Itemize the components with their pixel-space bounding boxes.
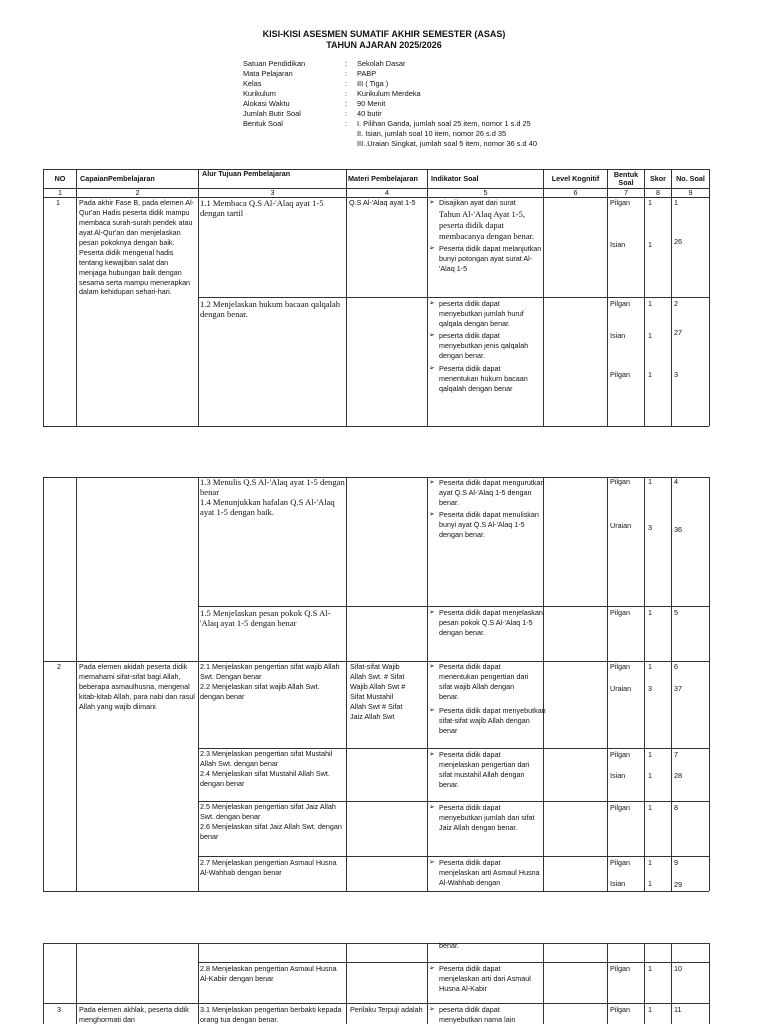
bentuk-soal: Pilgan bbox=[610, 608, 630, 617]
col-number: 1 bbox=[58, 188, 62, 197]
header-level: Level Kognitif bbox=[551, 174, 600, 184]
skor: 1 bbox=[648, 331, 652, 340]
atp-text: 2.3 Menjelaskan pengertian sifat Mustahil Allah Swt. dengan benar bbox=[200, 749, 333, 768]
nomor-soal: 9 bbox=[674, 858, 678, 867]
skor: 1 bbox=[648, 1005, 652, 1014]
nomor-soal: 11 bbox=[674, 1005, 682, 1014]
atp-text: 1.2 Menjelaskan hukum bacaan qalqalah dengan benar. bbox=[200, 299, 341, 320]
header-capaian: CapaianPembelajaran bbox=[80, 174, 155, 184]
bentuk-soal: Isian bbox=[610, 879, 626, 888]
skor: 1 bbox=[648, 299, 652, 308]
indikator-item bbox=[429, 364, 542, 394]
info-value-extra: III..Uraian Singkat, jumlah soal 5 item, nomor 36 s.d 40 bbox=[357, 139, 537, 148]
bentuk-soal: Pilgan bbox=[610, 750, 630, 759]
nomor-soal: 37 bbox=[674, 684, 682, 693]
arrow-bullet-icon: ➢ bbox=[429, 609, 435, 616]
indikator-item bbox=[429, 510, 549, 540]
skor: 1 bbox=[648, 803, 652, 812]
bentuk-soal: Pilgan bbox=[610, 662, 630, 671]
indikator-item bbox=[429, 706, 549, 736]
indikator-text: Disajikan ayat dari surat bbox=[439, 198, 516, 207]
materi-text: Perilaku Terpuji adalah bbox=[350, 1005, 423, 1014]
nomor-soal: 3 bbox=[674, 370, 678, 379]
arrow-bullet-icon: ➢ bbox=[429, 751, 435, 758]
bentuk-soal: Isian bbox=[610, 771, 626, 780]
col-number: 7 bbox=[624, 188, 628, 197]
info-colon: : bbox=[345, 119, 348, 128]
info-colon: : bbox=[345, 79, 348, 88]
indikator-text: Peserta didik dapat menjelaskan pesan pokok Q.S Al-'Alaq 1-5 dengan benar. bbox=[439, 608, 543, 637]
skor: 1 bbox=[648, 750, 652, 759]
header-no: NO bbox=[54, 174, 66, 184]
header-materi: Materi Pembelajaran bbox=[348, 174, 418, 184]
skor: 3 bbox=[648, 523, 652, 532]
nomor-soal: 8 bbox=[674, 803, 678, 812]
info-key: Mata Pelajaran bbox=[243, 69, 293, 78]
arrow-bullet-icon: ➢ bbox=[429, 479, 435, 486]
indikator-text: Peserta didik dapat menentukan hukum bacaan qalqalah dengan benar bbox=[439, 364, 528, 393]
indikator-item bbox=[429, 331, 542, 361]
atp-text: 2.5 Menjelaskan pengertian sifat Jaiz Allah Swt. dengan benar bbox=[200, 802, 336, 821]
row-number: 3 bbox=[57, 1005, 61, 1014]
indikator-text-serif: Tahun Al-'Alaq Ayat 1-5, peserta didik dapat membacanya dengan benar. bbox=[439, 209, 535, 241]
nomor-soal: 29 bbox=[674, 880, 682, 889]
atp-text: 2.8 Menjelaskan pengertian Asmaul Husna Al-Kabiir dengan benar bbox=[200, 964, 337, 983]
arrow-bullet-icon: ➢ bbox=[429, 859, 435, 866]
arrow-bullet-icon: ➢ bbox=[429, 707, 435, 714]
skor: 1 bbox=[648, 662, 652, 671]
arrow-bullet-icon: ➢ bbox=[429, 332, 435, 339]
info-value: PABP bbox=[357, 69, 377, 78]
skor: 1 bbox=[648, 858, 652, 867]
nomor-soal: 28 bbox=[674, 771, 682, 780]
nomor-soal: 2 bbox=[674, 299, 678, 308]
skor: 1 bbox=[648, 771, 652, 780]
arrow-bullet-icon: ➢ bbox=[429, 300, 435, 307]
indikator-item bbox=[429, 858, 542, 888]
materi-text: Q.S Al-'Alaq ayat 1-5 bbox=[349, 198, 416, 207]
skor: 1 bbox=[648, 879, 652, 888]
indikator-text: Peserta didik dapat menyebutkan jumlah dari sifat Jaiz Allah dengan benar. bbox=[439, 803, 535, 832]
info-colon: : bbox=[345, 109, 348, 118]
arrow-bullet-icon: ➢ bbox=[429, 663, 435, 670]
indikator-text: Peserta didik dapat menentukan pengertian dari sifat wajib Allah dengan benar. bbox=[439, 662, 529, 701]
nomor-soal: 1 bbox=[674, 198, 678, 207]
nomor-soal: 6 bbox=[674, 662, 678, 671]
bentuk-soal: Uraian bbox=[610, 521, 632, 530]
indikator-text: Peserta didik dapat menjelaskan arti Asmaul Husna Al-Wahhab dengan bbox=[439, 858, 540, 887]
arrow-bullet-icon: ➢ bbox=[429, 804, 435, 811]
row-number: 1 bbox=[56, 198, 60, 207]
indikator-text: Peserta didik dapat menjelaskan arti dari Asmaul Husna Al-Kabir bbox=[439, 964, 531, 993]
bentuk-soal: Uraian bbox=[610, 684, 632, 693]
info-key: Kelas bbox=[243, 79, 262, 88]
col-number: 8 bbox=[656, 188, 660, 197]
bentuk-soal: Pilgan bbox=[610, 198, 630, 207]
indikator-text: Peserta didik dapat menuliskan bunyi ayat Q.S Al-'Alaq 1-5 dengan benar. bbox=[439, 510, 539, 539]
nomor-soal: 5 bbox=[674, 608, 678, 617]
indikator-text: Peserta didik dapat menyebutkan sifat-sifat wajib Allah dengan benar bbox=[439, 706, 546, 735]
info-value: III ( Tiga ) bbox=[357, 79, 389, 88]
bentuk-soal: Isian bbox=[610, 240, 626, 249]
indikator-text: Peserta didik dapat mengurutkan ayat Q.S Al-'Alaq 1-5 dengan benar. bbox=[439, 478, 545, 507]
atp-text: 2.1 Menjelaskan pengertian sifat wajib Allah Swt. Dengan benar bbox=[200, 662, 340, 681]
bentuk-soal: Pilgan bbox=[610, 803, 630, 812]
indikator-item bbox=[429, 750, 539, 790]
col-number: 9 bbox=[688, 188, 693, 197]
indikator-item bbox=[429, 299, 542, 329]
atp-text: 1.5 Menjelaskan pesan pokok Q.S Al-'Alaq ayat 1-5 dengan benar bbox=[200, 608, 331, 629]
bentuk-soal: Pilgan bbox=[610, 1005, 630, 1014]
skor: 3 bbox=[648, 684, 652, 693]
bentuk-soal: Pilgan bbox=[610, 964, 630, 973]
info-key: Jumlah Butir Soal bbox=[243, 109, 301, 118]
indikator-text: Peserta didik dapat menjelaskan pengertian dari sifat mustahil Allah dengan benar. bbox=[439, 750, 530, 789]
col-number: 5 bbox=[483, 188, 488, 197]
materi-text: Sifat-sifat Wajib Allah Swt. # Sifat Wajib Allah Swt # Sifat Mustahil Allah Swt # Sifat Jaiz Allah Swt bbox=[350, 662, 406, 721]
skor: 1 bbox=[648, 240, 652, 249]
doc-subtitle: TAHUN AJARAN 2025/2026 bbox=[326, 40, 442, 50]
bentuk-soal: Pilgan bbox=[610, 858, 630, 867]
info-value: Kurikulum Merdeka bbox=[357, 89, 421, 98]
col-number: 3 bbox=[270, 188, 275, 197]
nomor-soal: 26 bbox=[674, 237, 682, 246]
indikator-item bbox=[429, 803, 539, 833]
info-value: I. Pilihan Ganda, jumlah soal 25 item, nomor 1 s.d 25 bbox=[357, 119, 531, 128]
atp-text: 2.2 Menjelaskan sifat wajib Allah Swt. dengan benar bbox=[200, 682, 320, 701]
info-block bbox=[243, 59, 743, 159]
info-value: 40 butir bbox=[357, 109, 382, 118]
info-colon: : bbox=[345, 99, 348, 108]
doc-title: KISI-KISI ASESMEN SUMATIF AKHIR SEMESTER (ASAS) bbox=[262, 29, 506, 39]
indikator-item bbox=[429, 198, 542, 208]
info-value-extra: II. Isian, jumlah soal 10 item, nomor 26 s.d 35 bbox=[357, 129, 507, 138]
skor: 1 bbox=[648, 964, 652, 973]
capaian-text: Pada elemen akhlak, peserta didik menghormati dan bbox=[79, 1005, 189, 1024]
indikator-text: peserta didik dapat menyebutkan jenis qalqalah dengan benar. bbox=[439, 331, 529, 360]
bentuk-soal: Pilgan bbox=[610, 370, 630, 379]
header-nosoal: No. Soal bbox=[676, 174, 705, 184]
indikator-text: peserta didik dapat menyebutkan nama lain bbox=[439, 1005, 516, 1024]
info-key: Satuan Pendidikan bbox=[243, 59, 306, 68]
skor: 1 bbox=[648, 477, 652, 486]
capaian-text: Pada elemen akidah peserta didik memahami sifat-sifat bagi Allah, beberapa asmaulhusna, mengenal kitab-kitab Allah, para nabi dan rasul Allah yang wajib diimani bbox=[79, 662, 195, 711]
info-colon: : bbox=[345, 59, 348, 68]
indikator-item bbox=[429, 1005, 542, 1024]
indikator-continuation: benar. bbox=[439, 941, 459, 950]
info-key: Kurikulum bbox=[243, 89, 276, 98]
atp-text: 1.1 Membaca Q.S Al-'Alaq ayat 1-5 dengan tartil bbox=[200, 198, 324, 219]
info-key: Alokasi Waktu bbox=[243, 99, 290, 108]
atp-text: 2.4 Menjelaskan sifat Mustahil Allah Swt. dengan benar bbox=[200, 769, 330, 788]
header-indikator: Indikator Soal bbox=[431, 174, 479, 184]
indikator-text: Peserta didik dapat melanjutkan bunyi potongan ayat surat Al-'Alaq 1-5 bbox=[439, 244, 542, 273]
header-skor: Skor bbox=[650, 174, 666, 184]
nomor-soal: 10 bbox=[674, 964, 682, 973]
indikator-item bbox=[429, 662, 534, 702]
indikator-item bbox=[429, 608, 549, 638]
header-bentuk: Bentuk Soal bbox=[613, 170, 639, 187]
indikator-text: peserta didik dapat menyebutkan jumlah huruf qalqala dengan benar. bbox=[439, 299, 524, 328]
info-value: Sekolah Dasar bbox=[357, 59, 406, 68]
atp-text: 3.1 Menjelaskan pengertian berbakti kepada orang tua dengan benar. bbox=[200, 1005, 342, 1024]
indikator-text bbox=[439, 209, 542, 242]
header-alur: Alur Tujuan Pembelajaran bbox=[202, 169, 291, 179]
indikator-item bbox=[429, 478, 549, 508]
col-number: 2 bbox=[135, 188, 140, 197]
info-value: 90 Menit bbox=[357, 99, 386, 108]
row-number: 2 bbox=[57, 662, 61, 671]
atp-text: 2.7 Menjelaskan pengertian Asmaul Husna Al-Wahhab dengan benar bbox=[200, 858, 337, 877]
nomor-soal: 4 bbox=[674, 477, 678, 486]
info-key: Bentuk Soal bbox=[243, 119, 283, 128]
arrow-bullet-icon: ➢ bbox=[429, 365, 435, 372]
info-colon: : bbox=[345, 89, 348, 98]
nomor-soal: 7 bbox=[674, 750, 678, 759]
arrow-bullet-icon: ➢ bbox=[429, 199, 435, 206]
atp-text: 2.6 Menjelaskan sifat Jaiz Allah Swt. dengan benar bbox=[200, 822, 342, 841]
indikator-item bbox=[429, 244, 542, 274]
skor: 1 bbox=[648, 608, 652, 617]
bentuk-soal: Pilgan bbox=[610, 299, 630, 308]
bentuk-soal: Isian bbox=[610, 331, 626, 340]
atp-text: 1.4 Menunjukkan hafalan Q.S Al-'Alaq ayat 1-5 dengan baik. bbox=[200, 497, 335, 518]
info-colon: : bbox=[345, 69, 348, 78]
col-number: 6 bbox=[573, 188, 578, 197]
bentuk-soal: Pilgan bbox=[610, 477, 630, 486]
nomor-soal: 27 bbox=[674, 328, 682, 337]
capaian-text: Pada akhir Fase B, pada elemen Al-Qur'an Hadis peserta didik mampu membaca surah-surah pendek atau ayat Al-Qur'an dan menjelaskan pesan pokoknya dengan baik. Peserta didik mengenal hadis tentang kewajiban salat dan menjaga hubungan baik dengan sesama serta mampu menerapkan dalam kehidupan sehari-hari. bbox=[79, 198, 195, 297]
arrow-bullet-icon: ➢ bbox=[429, 1006, 435, 1013]
indikator-item bbox=[429, 964, 542, 994]
skor: 1 bbox=[648, 370, 652, 379]
arrow-bullet-icon: ➢ bbox=[429, 965, 435, 972]
atp-text: 1.3 Menulis Q.S Al-'Alaq ayat 1-5 dengan benar bbox=[200, 477, 345, 498]
nomor-soal: 36 bbox=[674, 525, 682, 534]
arrow-bullet-icon: ➢ bbox=[429, 245, 435, 252]
skor: 1 bbox=[648, 198, 652, 207]
arrow-bullet-icon: ➢ bbox=[429, 511, 435, 518]
col-number: 4 bbox=[385, 188, 389, 197]
